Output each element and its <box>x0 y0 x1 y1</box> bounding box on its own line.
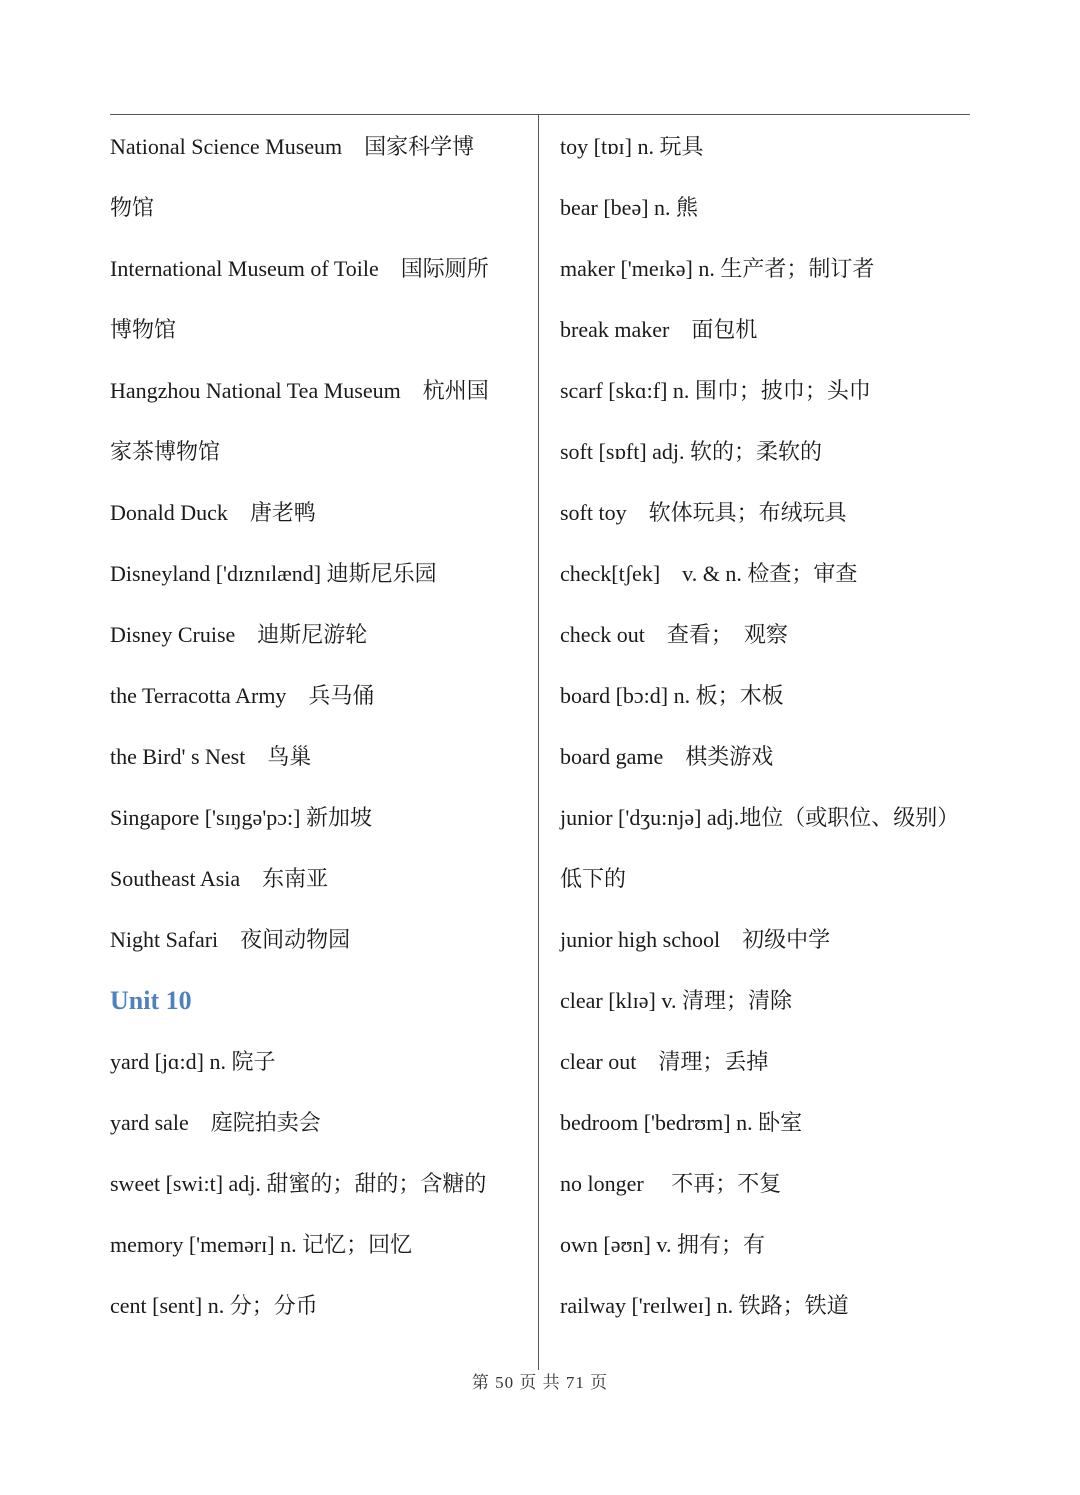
vocab-entry: toy [tɒɪ] n. 玩具 <box>560 134 704 159</box>
vocab-entry: Donald Duck 唐老鸭 <box>110 500 316 525</box>
unit-heading: Unit 10 <box>110 986 192 1015</box>
vocab-entry: Disney Cruise 迪斯尼游轮 <box>110 622 368 647</box>
vocab-entry: cent [sent] n. 分；分币 <box>110 1293 318 1318</box>
vocab-entry: board [bɔ:d] n. 板；木板 <box>560 683 784 708</box>
vocab-entry: sweet [swi:t] adj. 甜蜜的；甜的；含糖的 <box>110 1171 487 1196</box>
vocab-entry: International Museum of Toile 国际厕所 <box>110 256 489 281</box>
vocab-entry: Hangzhou National Tea Museum 杭州国 <box>110 378 489 403</box>
vocab-entry: yard [jɑ:d] n. 院子 <box>110 1049 276 1074</box>
vocab-entry: clear out 清理；丢掉 <box>560 1049 769 1074</box>
vocab-entry: Night Safari 夜间动物园 <box>110 927 351 952</box>
vocab-entry: bear [beə] n. 熊 <box>560 195 699 220</box>
vocab-entry: Singapore ['sɪŋgə'pɔ:] 新加坡 <box>110 805 372 830</box>
vocab-entry: maker ['meɪkə] n. 生产者；制订者 <box>560 256 875 281</box>
vocab-entry: check[tʃek] v. & n. 检查；审查 <box>560 561 858 586</box>
vocab-entry: railway ['reɪlweɪ] n. 铁路；铁道 <box>560 1293 849 1318</box>
vocab-entry: memory ['memərɪ] n. 记忆；回忆 <box>110 1232 413 1257</box>
vocab-entry: board game 棋类游戏 <box>560 744 774 769</box>
vocab-entry: own [əʊn] v. 拥有；有 <box>560 1232 765 1257</box>
vocab-entry: soft [sɒft] adj. 软的；柔软的 <box>560 439 823 464</box>
vocab-entry: 低下的 <box>560 866 627 891</box>
vocab-entry: 博物馆 <box>110 317 177 342</box>
vocab-entry: junior high school 初级中学 <box>560 927 831 952</box>
vocab-entry: no longer 不再；不复 <box>560 1171 782 1196</box>
vocab-entry: the Bird' s Nest 鸟巢 <box>110 744 312 769</box>
vocab-entry: soft toy 软体玩具；布绒玩具 <box>560 500 847 525</box>
vocab-entry: clear [klɪə] v. 清理；清除 <box>560 988 792 1013</box>
vocab-entry: the Terracotta Army 兵马俑 <box>110 683 375 708</box>
vocab-entry: National Science Museum 国家科学博 <box>110 134 475 159</box>
vocab-entry: check out 查看； 观察 <box>560 622 788 647</box>
left-column <box>110 116 540 1336</box>
page-footer: 第 50 页 共 71 页 <box>471 1373 609 1392</box>
vocab-entry: Disneyland ['dɪznɪlænd] 迪斯尼乐园 <box>110 561 437 586</box>
right-column <box>560 116 980 1336</box>
vocab-entry: bedroom ['bedrʊm] n. 卧室 <box>560 1110 803 1135</box>
vocab-entry: junior ['dʒu:njə] adj.地位（或职位、级别） <box>560 805 960 830</box>
vocab-entry: scarf [skɑ:f] n. 围巾；披巾；头巾 <box>560 378 871 403</box>
top-rule <box>110 114 970 115</box>
vocab-entry: 家茶博物馆 <box>110 439 221 464</box>
vocab-entry: yard sale 庭院拍卖会 <box>110 1110 321 1135</box>
vocab-entry: 物馆 <box>110 195 155 220</box>
vocab-entry: break maker 面包机 <box>560 317 758 342</box>
vocab-entry: Southeast Asia 东南亚 <box>110 866 329 891</box>
